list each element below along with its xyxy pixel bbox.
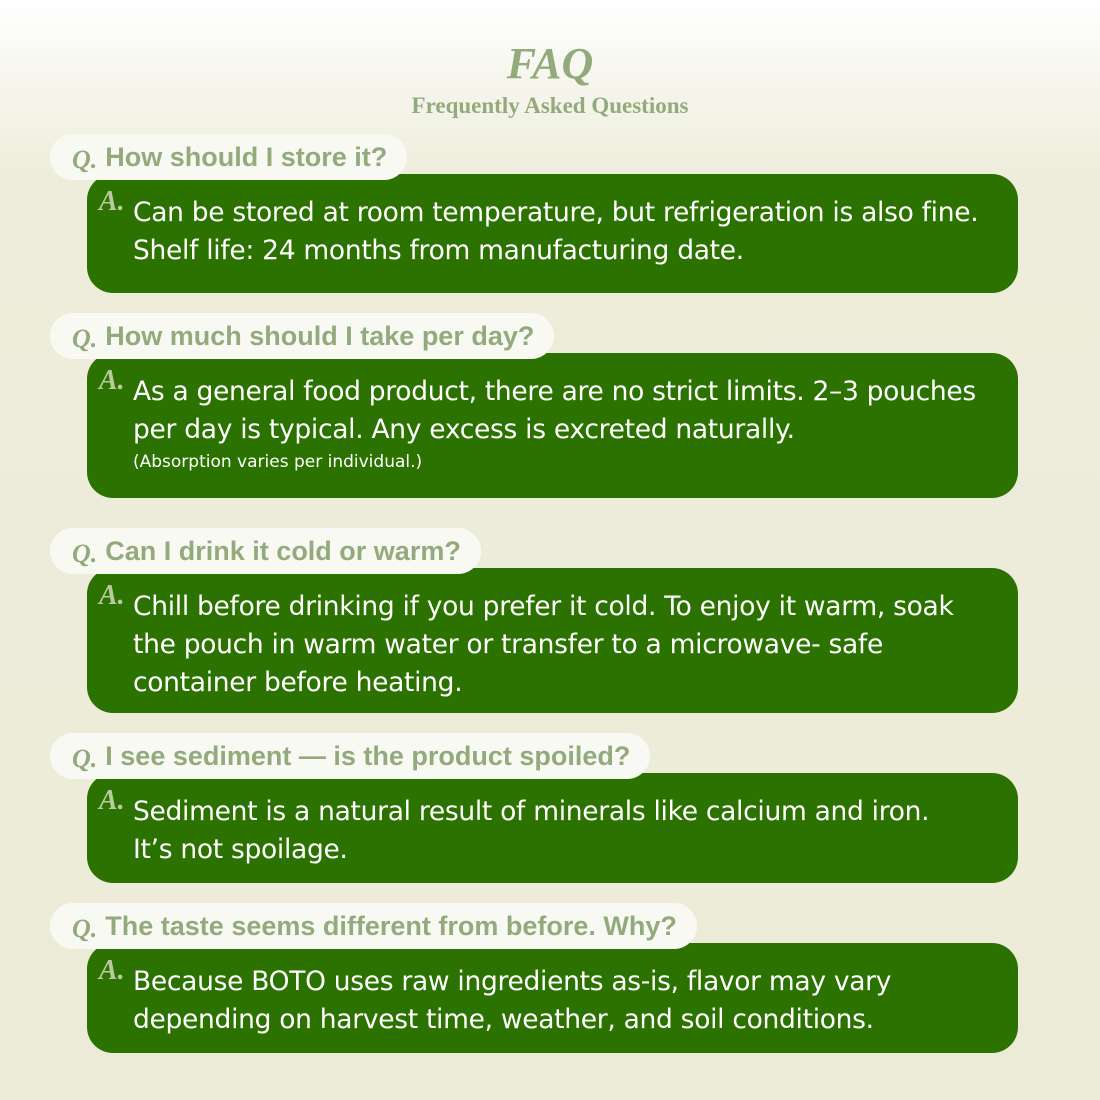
question-pill	[50, 903, 697, 949]
answer-line: As a general food product, there are no strict limits. 2–3 pouches	[133, 376, 976, 407]
page-title: FAQ	[506, 39, 594, 88]
question-marker: Q.	[72, 324, 98, 353]
answer-text	[133, 793, 998, 869]
answer-line: Because BOTO uses raw ingredients as-is, flavor may vary	[133, 966, 892, 997]
page-subtitle: Frequently Asked Questions	[411, 93, 689, 118]
answer-text	[133, 963, 998, 1039]
answer-box	[87, 773, 1018, 883]
answer-box	[87, 353, 1018, 498]
question-marker: Q.	[72, 539, 98, 568]
answer-marker: A.	[99, 186, 125, 217]
answer-line: Chill before drinking if you prefer it cold. To enjoy it warm, soak	[133, 591, 954, 622]
answer-marker: A.	[99, 785, 125, 816]
answer-box	[87, 568, 1018, 713]
question-marker: Q.	[72, 914, 98, 943]
answer-marker: A.	[99, 365, 125, 396]
answer-line: Sediment is a natural result of minerals like calcium and iron.	[133, 796, 930, 827]
answer-line: depending on harvest time, weather, and soil conditions.	[133, 1004, 874, 1035]
answer-line: Shelf life: 24 months from manufacturing date.	[133, 235, 744, 266]
answer-line: It’s not spoilage.	[133, 834, 348, 865]
question-text: I see sediment — is the product spoiled?	[105, 740, 631, 771]
answer-box	[87, 943, 1018, 1053]
answer-marker: A.	[99, 955, 125, 986]
answer-box	[87, 174, 1018, 293]
question-marker: Q.	[72, 145, 98, 174]
faq-header	[0, 38, 1100, 120]
answer-note: (Absorption varies per individual.)	[133, 452, 423, 472]
question-text: How much should I take per day?	[105, 320, 535, 351]
answer-line: the pouch in warm water or transfer to a microwave- safe	[133, 629, 883, 660]
question-pill	[50, 528, 481, 574]
question-pill	[50, 733, 650, 779]
answer-marker: A.	[99, 580, 125, 611]
answer-line: per day is typical. Any excess is excreted naturally.	[133, 414, 795, 445]
question-text: How should I store it?	[105, 141, 388, 172]
question-pill	[50, 313, 554, 359]
question-marker: Q.	[72, 744, 98, 773]
answer-text	[133, 588, 998, 702]
answer-text	[133, 194, 998, 270]
question-pill	[50, 134, 407, 180]
question-text: Can I drink it cold or warm?	[105, 535, 461, 566]
answer-line: Can be stored at room temperature, but refrigeration is also fine.	[133, 197, 979, 228]
answer-line: container before heating.	[133, 667, 463, 698]
answer-text	[133, 373, 998, 449]
question-text: The taste seems different from before. Why?	[105, 910, 677, 941]
